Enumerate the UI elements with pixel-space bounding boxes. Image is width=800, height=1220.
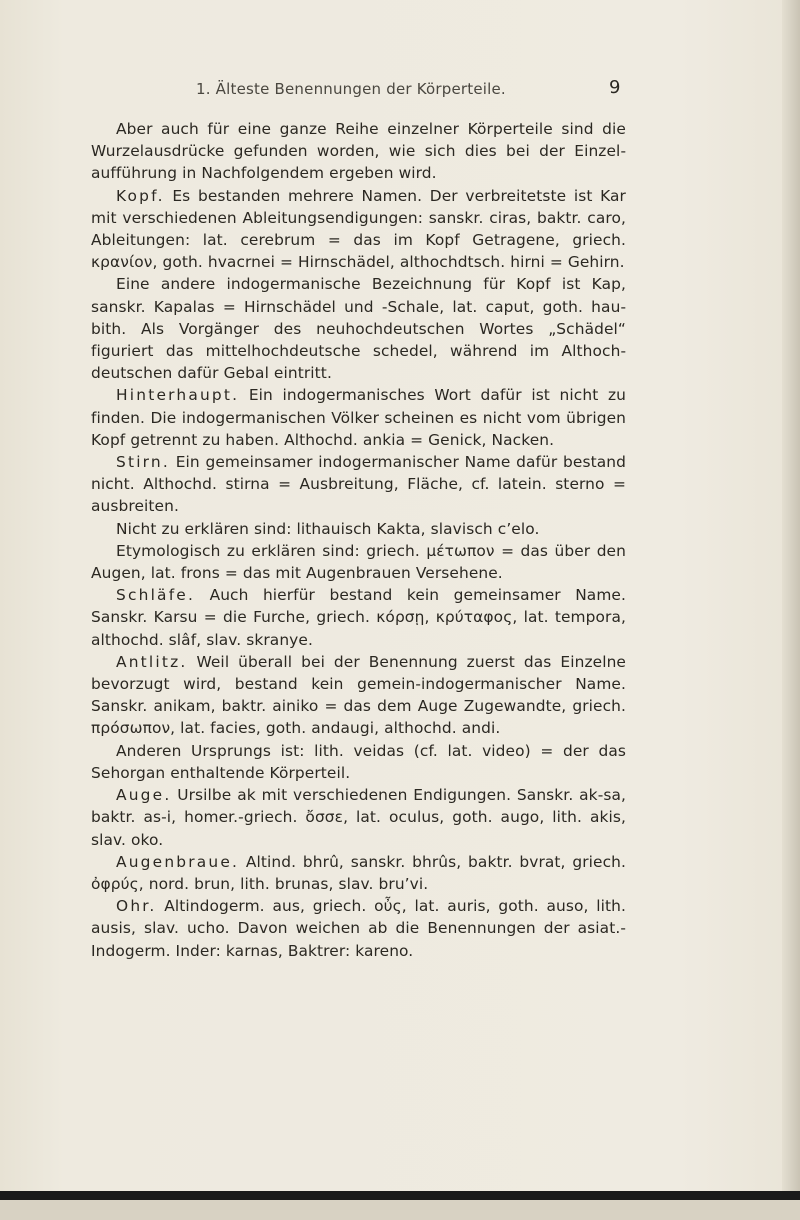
section-keyword: Hinterhaupt.	[116, 386, 240, 405]
paragraph: Aber auch für eine ganze Reihe einzelner Körperteile sind die Wurzelausdrücke gefunden worden, wie sich dies bei der Einzelaufführung in Nachfolgendem ergeben wird.	[91, 120, 626, 183]
paragraph: Anderen Ursprungs ist: lith. veidas (cf. lat. video) = der das Sehorgan enthaltende Körperteil.	[91, 741, 626, 782]
paragraph: Antlitz. Weil überall bei der Benennung zuerst das Einzelne bevorzugt wird, bestand kein gemein-indogermanischer Name. Sanskr. anikam, baktr. ainiko = das dem Auge Zugewandte, griech. πρόσωπον, lat. facies, goth. andaugi, althochd. andi.	[91, 652, 626, 738]
paragraph: Stirn. Ein gemeinsamer indogermanischer Name dafür bestand nicht. Althochd. stirna = Ausbreitung, Fläche, cf. latein. sterno = ausbreiten.	[91, 453, 626, 516]
section-keyword: Ohr.	[116, 897, 157, 916]
page-bottom-edge	[0, 1200, 800, 1220]
bottom-rule	[0, 1191, 800, 1200]
page-number: 9	[609, 77, 621, 98]
running-title: 1. Älteste Benennungen der Körperteile.	[196, 80, 506, 98]
section-keyword: Kopf.	[116, 186, 165, 205]
section-keyword: Augenbraue.	[116, 852, 240, 871]
paragraph: Schläfe. Auch hierfür bestand kein gemeinsamer Name. Sanskr. Karsu = die Furche, griech. κόρσῃ, κρύταφος, lat. tempora, althochd. slâf, slav. skranye.	[91, 586, 626, 649]
paragraph: Kopf. Es bestanden mehrere Namen. Der verbreitetste ist Kar mit verschiedenen Ableitungsendigungen: sanskr. ciras, baktr. caro, Ableitungen: lat. cerebrum = das im Kopf Getragene, griech. κρανίον, goth. hvacrnei = Hirnschädel, althochdtsch. hirni = Gehirn.	[91, 186, 626, 272]
running-header	[0, 77, 800, 106]
paragraph: Eine andere indogermanische Bezeichnung für Kopf ist Kap, sanskr. Kapalas = Hirnschädel und -Schale, lat. caput, goth. haubith. Als Vorgänger des neuhochdeutschen Wortes „Schädel“ figuriert das mittelhochdeutsche schedel, während im Althochdeutschen dafür Gebal eintritt.	[91, 275, 626, 383]
paragraph: Augenbraue. Altind. bhrû, sanskr. bhrûs, baktr. bvrat, griech. ὀφρύς, nord. brun, lith. brunas, slav. bru’vi.	[91, 852, 626, 893]
page-edge-shadow	[782, 0, 800, 1220]
paragraph: Etymologisch zu erklären sind: griech. μέτωπον = das über den Augen, lat. frons = das mit Augenbrauen Versehene.	[91, 541, 626, 583]
body-text	[91, 118, 626, 962]
section-keyword: Stirn.	[116, 453, 170, 472]
section-keyword: Auge.	[116, 786, 172, 805]
paragraph: Hinterhaupt. Ein indogermanisches Wort dafür ist nicht zu finden. Die indogermanischen Völker scheinen es nicht vom übrigen Kopf getrennt zu haben. Althochd. ankia = Genick, Nacken.	[91, 386, 626, 449]
section-keyword: Schläfe.	[116, 586, 196, 605]
paragraph: Nicht zu erklären sind: lithauisch Kakta, slavisch c’elo.	[116, 519, 540, 538]
section-keyword: Antlitz.	[116, 652, 188, 671]
paragraph: Ohr. Altindogerm. aus, griech. οὖς, lat. auris, goth. auso, lith. ausis, slav. ucho. Davon weichen ab die Benennungen der asiat.-Indogerm. Inder: karnas, Baktrer: kareno.	[91, 897, 626, 960]
paragraph: Auge. Ursilbe ak mit verschiedenen Endigungen. Sanskr. ak-sa, baktr. as-i, homer.-griech. ὄσσε, lat. oculus, goth. augo, lith. akis, slav. oko.	[91, 786, 626, 849]
